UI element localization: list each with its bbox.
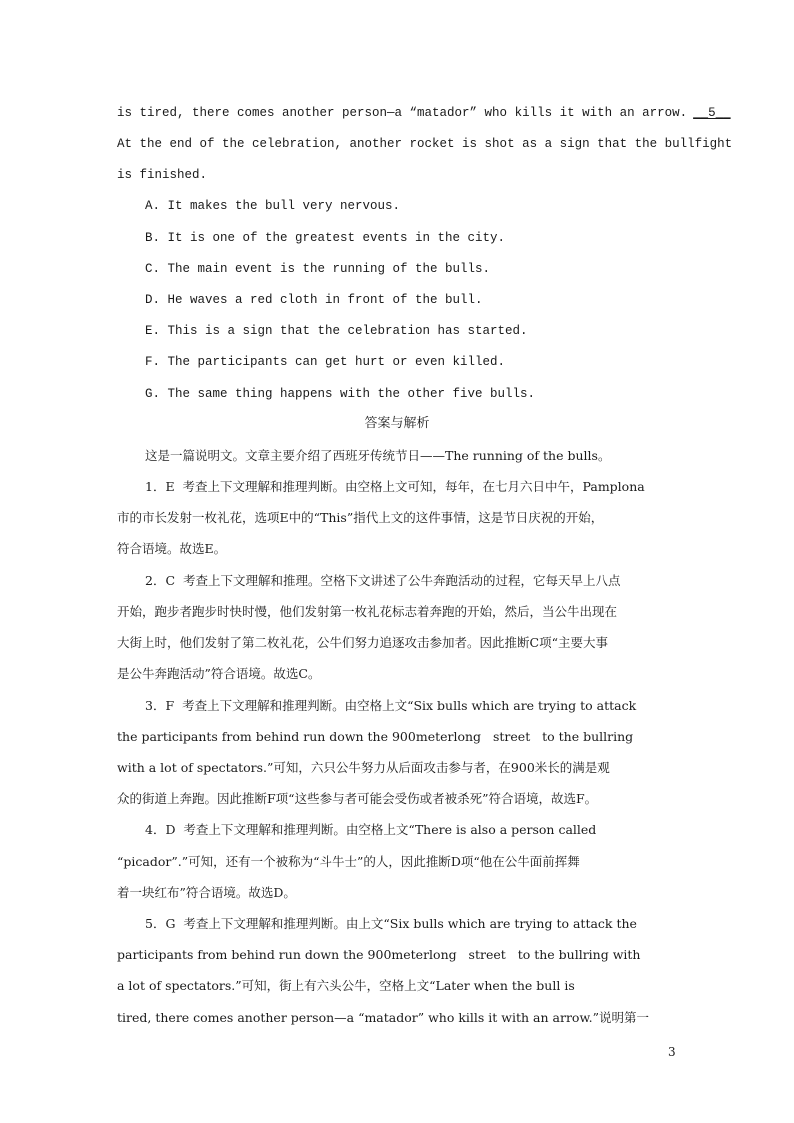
answer-2-line: 2．C 考查上下文理解和推理。空格下文讲述了公牛奔跑活动的过程，它每天早上八点: [145, 573, 621, 588]
answer-5-line: participants from behind run down the 900meterlong street to the bullring with: [117, 947, 641, 962]
answer-5-line: tired, there comes another person—a “matador” who kills it with an arrow.”说明第一: [117, 1010, 650, 1025]
option-f: F. The participants can get hurt or even killed.: [145, 355, 506, 369]
passage-line: At the end of the celebration, another rocket is shot as a sign that the bullfight: [117, 137, 733, 151]
answer-4-line: “picador”.”可知，还有一个被称为“斗牛士”的人，因此推断D项“他在公牛面前挥舞: [117, 854, 580, 869]
answer-4-line: 4．D 考查上下文理解和推理判断。由空格上文“There is also a person called: [145, 822, 597, 837]
option-g: G. The same thing happens with the other five bulls.: [145, 387, 536, 401]
answer-1-line: 符合语境。故选E。: [117, 541, 227, 556]
answer-4-line: 着一块红布”符合语境。故选D。: [117, 885, 296, 900]
option-e: E. This is a sign that the celebration has started.: [145, 324, 528, 338]
answer-1-line: 1．E 考查上下文理解和推理判断。由空格上文可知，每年，在七月六日中午，Pamplona: [145, 479, 645, 494]
answer-1-line: 市的市长发射一枚礼花，选项E中的“This”指代上文的这件事情，这是节日庆祝的开始，: [117, 510, 604, 525]
answer-3-line: 众的街道上奔跑。因此推断F项“这些参与者可能会受伤或者被杀死”符合语境，故选F。: [117, 791, 598, 806]
option-b: B. It is one of the greatest events in the city.: [145, 231, 506, 245]
passage-line: is finished.: [117, 168, 208, 182]
passage-text: is tired, there comes another person—a “matador” who kills it with an arrow.: [117, 106, 688, 120]
answer-5-line: a lot of spectators.”可知，街上有六头公牛，空格上文“Later when the bull is: [117, 978, 575, 993]
answer-3-line: 3．F 考查上下文理解和推理判断。由空格上文“Six bulls which are trying to attack: [145, 698, 637, 713]
option-a: A. It makes the bull very nervous.: [145, 199, 401, 213]
passage-line: [117, 105, 731, 121]
answers-intro: 这是一篇说明文。文章主要介绍了西班牙传统节日——The running of the bulls。: [145, 448, 611, 463]
answer-2-line: 是公牛奔跑活动”符合语境。故选C。: [117, 666, 321, 681]
answer-3-line: the participants from behind run down the 900meterlong street to the bullring: [117, 729, 634, 744]
answers-heading: 答案与解析: [364, 416, 430, 431]
answer-blank-5: __5__: [693, 106, 731, 120]
page-number: 3: [668, 1045, 676, 1059]
answer-2-line: 大街上时，他们发射了第二枚礼花，公牛们努力追逐攻击参加者。因此推断C项“主要大事: [117, 635, 608, 650]
answer-2-line: 开始，跑步者跑步时快时慢，他们发射第一枚礼花标志着奔跑的开始，然后，当公牛出现在: [117, 604, 618, 619]
answer-3-line: with a lot of spectators.”可知，六只公牛努力从后面攻击参与者，在900米长的满是观: [117, 760, 610, 775]
option-c: C. The main event is the running of the bulls.: [145, 262, 491, 276]
answer-5-line: 5．G 考查上下文理解和推理判断。由上文“Six bulls which are trying to attack the: [145, 916, 637, 931]
option-d: D. He waves a red cloth in front of the bull.: [145, 293, 483, 307]
